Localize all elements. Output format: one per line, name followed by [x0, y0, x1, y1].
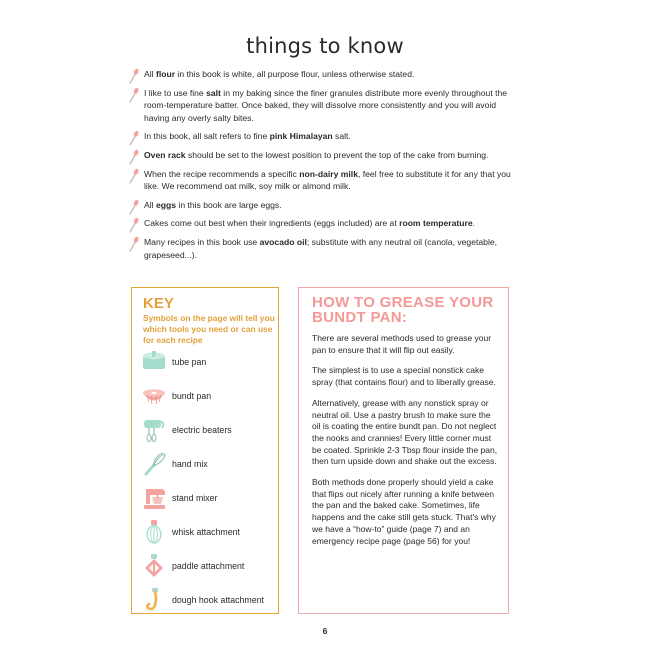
electric-beaters-icon: [140, 416, 168, 444]
hand-whisk-icon: [140, 450, 168, 478]
grease-box: [298, 287, 509, 614]
tip-emphasis: eggs: [155, 199, 177, 210]
key-item: [140, 552, 280, 582]
tip-text: ; substitute with any neutral oil (canola, vegetable, grapeseed...).: [144, 236, 498, 260]
key-item: [140, 586, 280, 616]
key-subtitle: Symbols on the page will tell you which tools you need or can use for each recipe: [143, 313, 275, 345]
tip-text: When the recipe recommends a specific: [144, 168, 300, 179]
tip-item: [128, 199, 523, 212]
key-item: [140, 416, 280, 446]
page-title: things to know: [246, 34, 404, 58]
tip-item: [128, 236, 523, 261]
spoon-bullet-icon: [128, 199, 140, 215]
tip-text: in this book is white, all purpose flour, unless otherwise stated.: [175, 69, 415, 79]
key-item-label: tube pan: [172, 357, 207, 367]
spoon-bullet-icon: [128, 130, 140, 146]
tip-emphasis: Oven rack: [144, 149, 186, 160]
tip-item: [128, 130, 523, 143]
tip-emphasis: non-dairy milk: [299, 168, 358, 179]
grease-body: [312, 333, 500, 556]
key-item: [140, 348, 280, 378]
spoon-bullet-icon: [128, 68, 140, 84]
spoon-bullet-icon: [128, 149, 140, 165]
stand-mixer-icon: [140, 484, 168, 512]
tip-emphasis: flour: [155, 69, 176, 79]
tip-text: salt.: [332, 131, 351, 142]
tip-emphasis: pink Himalayan: [269, 131, 333, 142]
tip-item: [128, 149, 523, 162]
tip-item: [128, 87, 523, 125]
tip-text: in this book are large eggs.: [176, 199, 282, 210]
tip-emphasis: room temperature: [399, 218, 473, 229]
grease-paragraph: The simplest is to use a special nonstick cake spray (that contains flour) and to liberally grease.: [312, 365, 496, 388]
tip-text: All: [144, 199, 156, 210]
tip-text: in my baking since the finer granules distribute more evenly throughout the room-temperature batter. Once baked, they will dissolve more consistently and you will avoid having any overly salty bites.: [144, 87, 508, 123]
grease-paragraph: There are several methods used to grease your pan to ensure that it will flip out easily.: [312, 333, 492, 355]
key-box: [131, 287, 279, 614]
spoon-bullet-icon: [128, 168, 140, 184]
key-item: [140, 518, 280, 548]
dough-hook-icon: [140, 586, 168, 614]
spoon-bullet-icon: [128, 236, 140, 252]
tip-text: , feel free to substitute it for any that you like. We recommend oat milk, soy milk or almond milk.: [144, 168, 511, 192]
tip-text: Cakes come out best when their ingredients (eggs included) are at: [144, 218, 400, 229]
grease-paragraph: Both methods done properly should yield a cake that flips out nicely after running a knife between the pan and the baked cake. Sometimes, life happens and the cake still gets stuck. That's why we have a “how-to” guide (page 7) and an emergency recipe page (page 56) for you!: [312, 477, 496, 546]
tip-emphasis: salt: [206, 87, 221, 98]
paddle-attachment-icon: [140, 552, 168, 580]
grease-title: HOW TO GREASE YOUR BUNDT PAN:: [312, 294, 494, 326]
tip-emphasis: avocado oil: [259, 236, 307, 247]
key-item: [140, 484, 280, 514]
tip-text: All: [144, 69, 156, 79]
tip-text: I like to use fine: [144, 87, 207, 98]
page-number: 6: [322, 626, 328, 636]
tip-text: .: [472, 218, 476, 229]
spoon-bullet-icon: [128, 217, 140, 233]
tip-text: In this book, all salt refers to fine: [144, 131, 270, 142]
key-item-label: whisk attachment: [172, 527, 240, 537]
key-item: [140, 450, 280, 480]
tip-text: Many recipes in this book use: [144, 236, 260, 247]
tips-list: [128, 68, 523, 267]
key-item-label: stand mixer: [172, 493, 218, 503]
tube-pan-icon: [140, 348, 168, 376]
tip-item: [128, 68, 523, 81]
key-item-label: electric beaters: [172, 425, 232, 435]
key-item: [140, 382, 280, 412]
key-title: KEY: [143, 295, 174, 312]
whisk-attachment-icon: [140, 518, 168, 546]
key-item-label: paddle attachment: [172, 561, 245, 571]
key-item-label: dough hook attachment: [172, 595, 264, 605]
key-item-label: bundt pan: [172, 391, 212, 401]
tip-text: should be set to the lowest position to prevent the top of the cake from burning.: [185, 149, 489, 160]
spoon-bullet-icon: [128, 87, 140, 103]
grease-paragraph: Alternatively, grease with any nonstick spray or neutral oil. Use a pastry brush to make sure the oil is coating the entire bundt pan. Do not neglect the nooks and crannies! Every little corner must be coated. Sprinkle 2-3 Tbsp flour inside the pan, then turn upside down and shake out the excess.: [312, 397, 498, 467]
tip-item: [128, 217, 523, 230]
tip-item: [128, 168, 523, 193]
key-item-label: hand mix: [172, 459, 208, 469]
bundt-pan-icon: [140, 382, 168, 410]
